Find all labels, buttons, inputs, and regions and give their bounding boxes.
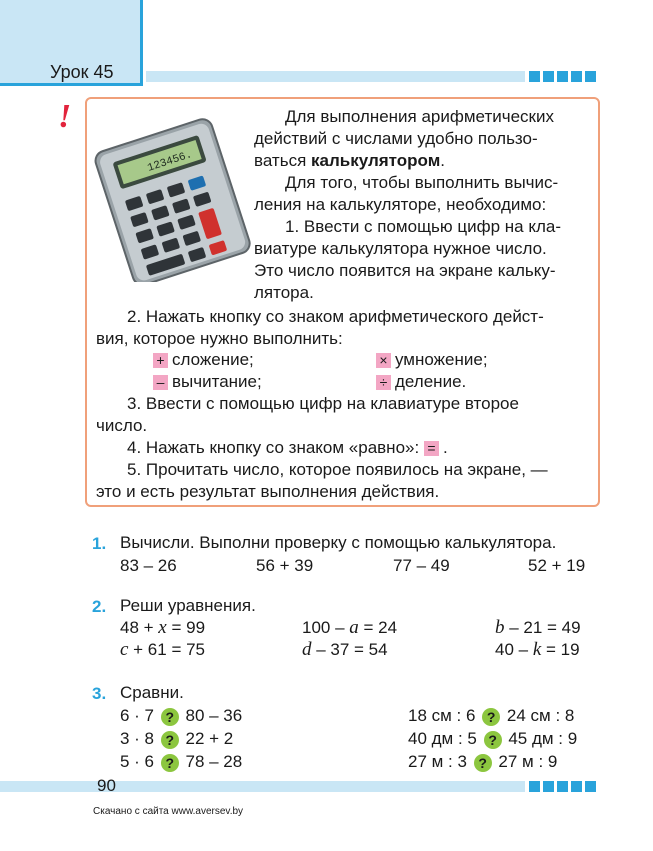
question-icon: ? <box>474 754 492 772</box>
exclamation-icon: ! <box>58 98 72 135</box>
equation: 48 + x = 99 <box>120 617 206 638</box>
stripe-square <box>543 71 554 82</box>
lesson-title: Урок 45 <box>50 62 114 82</box>
intro-line: действий с числами удобно пользо- <box>254 129 538 148</box>
comparison: 18 см : 6 ? 24 см : 8 <box>408 706 575 725</box>
op-subtraction: – вычитание; <box>153 371 262 393</box>
task-3-text: Сравни. <box>120 683 184 702</box>
step-1-line: 1. Ввести с помощью цифр на кла- <box>285 217 562 236</box>
task-2-number: 2. <box>92 597 107 616</box>
header-stripe <box>146 71 525 82</box>
step-4-line: 4. Нажать кнопку со знаком «равно»: = . <box>127 438 448 457</box>
task-1-expr: 52 + 19 <box>528 556 586 575</box>
intro-line: ваться калькулятором. <box>254 151 446 170</box>
stripe-square <box>585 781 596 792</box>
question-icon: ? <box>161 731 179 749</box>
question-icon: ? <box>161 754 179 772</box>
divide-icon: ÷ <box>376 375 391 390</box>
equation: c + 61 = 75 <box>120 639 206 660</box>
calculator-display: 123456. <box>146 149 194 175</box>
stripe-square <box>529 781 540 792</box>
task-2-text: Реши уравнения. <box>120 596 256 615</box>
instruction-line: ления на калькуляторе, необходимо: <box>254 195 547 214</box>
task-1-expr: 56 + 39 <box>256 556 314 575</box>
question-icon: ? <box>484 731 502 749</box>
step-1-line: Это число появится на экране кальку- <box>254 261 556 280</box>
task-3-number: 3. <box>92 684 107 703</box>
equals-icon: = <box>424 441 439 456</box>
op-multiplication: × умножение; <box>376 349 488 371</box>
minus-icon: – <box>153 375 168 390</box>
intro-line: Для выполнения арифметических <box>285 107 554 126</box>
step-2-line: 2. Нажать кнопку со знаком арифметического дейст- <box>127 307 544 326</box>
question-icon: ? <box>482 708 500 726</box>
step-5-line: это и есть результат выполнения действия. <box>96 482 440 501</box>
step-3-line: 3. Ввести с помощью цифр на клавиатуре второе <box>127 394 519 413</box>
step-5-line: 5. Прочитать число, которое появилось на экране, — <box>127 460 548 479</box>
calculator-icon <box>92 112 252 282</box>
step-1-line: лятора. <box>254 283 314 302</box>
equation: b – 21 = 49 <box>495 617 581 638</box>
task-1-text: Вычисли. Выполни проверку с помощью калькулятора. <box>120 533 557 552</box>
footer-stripe <box>0 781 525 792</box>
question-icon: ? <box>161 708 179 726</box>
source-note: Скачано с сайта www.aversev.by <box>93 806 244 817</box>
comparison: 3 · 8 ? 22 + 2 <box>120 729 234 748</box>
calculator-term: калькулятором <box>311 151 441 170</box>
equation: 100 – a = 24 <box>302 617 398 638</box>
stripe-square <box>557 71 568 82</box>
comparison: 6 · 7 ? 80 – 36 <box>120 706 243 725</box>
equation: 40 – k = 19 <box>495 639 580 660</box>
comparison: 27 м : 3 ? 27 м : 9 <box>408 752 558 771</box>
stripe-square <box>557 781 568 792</box>
step-2-line: вия, которое нужно выполнить: <box>96 329 343 348</box>
stripe-square <box>529 71 540 82</box>
task-1-number: 1. <box>92 534 107 553</box>
op-division: ÷ деление. <box>376 371 466 393</box>
equation: d – 37 = 54 <box>302 639 388 660</box>
plus-icon: + <box>153 353 168 368</box>
op-addition: + сложение; <box>153 349 254 371</box>
task-1-expr: 83 – 26 <box>120 556 177 575</box>
stripe-square <box>571 71 582 82</box>
instruction-line: Для того, чтобы выполнить вычис- <box>285 173 559 192</box>
step-3-line: число. <box>96 416 148 435</box>
step-1-line: виатуре калькулятора нужное число. <box>254 239 547 258</box>
stripe-square <box>543 781 554 792</box>
page-number: 90 <box>97 776 116 795</box>
comparison: 5 · 6 ? 78 – 28 <box>120 752 243 771</box>
multiply-icon: × <box>376 353 391 368</box>
task-1-expr: 77 – 49 <box>393 556 450 575</box>
stripe-square <box>585 71 596 82</box>
comparison: 40 дм : 5 ? 45 дм : 9 <box>408 729 578 748</box>
stripe-square <box>571 781 582 792</box>
